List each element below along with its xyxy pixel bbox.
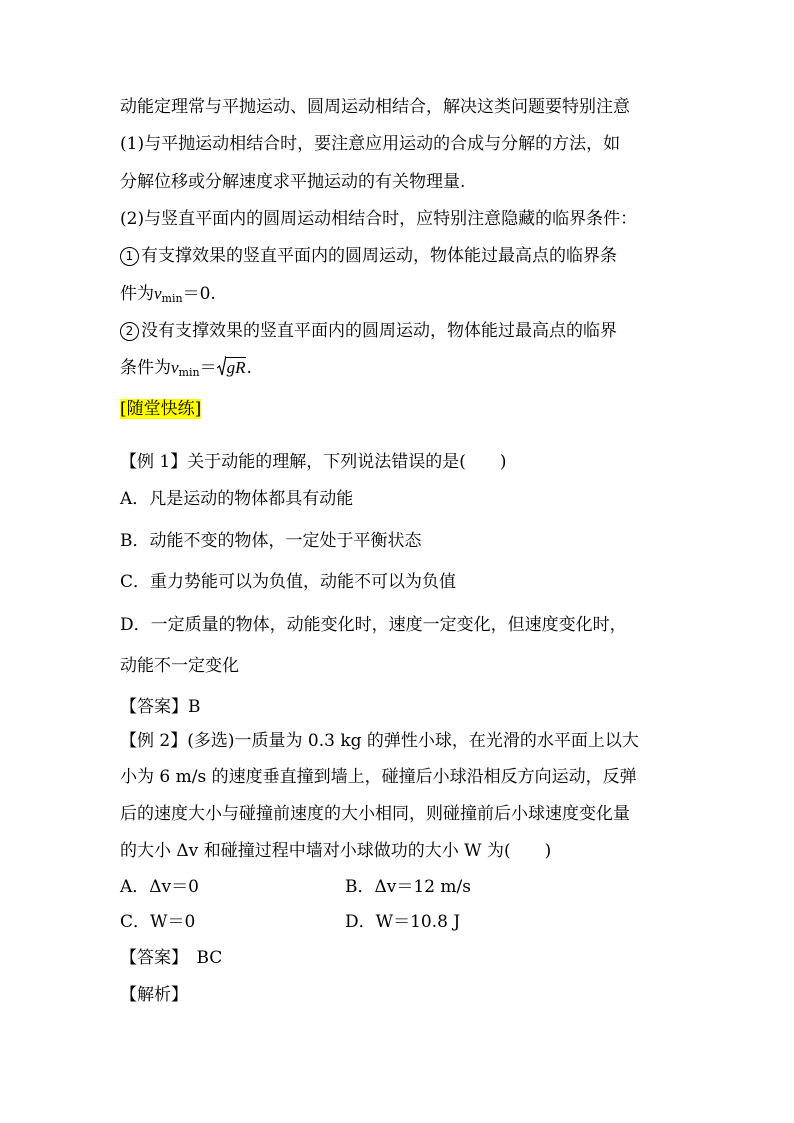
line-text: 没有支撑效果的竖直平面内的圆周运动，物体能过最高点的临界: [141, 321, 617, 341]
question-stem: 【例 2】(多选)一质量为 0.3 kg 的弹性小球，在光滑的水平面上以大: [120, 731, 639, 751]
paragraph-line: [120, 320, 617, 342]
answer: 【答案】 BC: [120, 948, 223, 968]
paragraph-line: 分解位移或分解速度求平抛运动的有关物理量.: [120, 172, 466, 192]
question-stem-cont: 后的速度大小与碰撞前速度的大小相同，则碰撞前后小球速度变化量: [120, 804, 630, 824]
explanation-label: 【解析】: [120, 985, 188, 1005]
var-v: v: [154, 284, 162, 303]
question-stem-cont: 的大小 Δv 和碰撞过程中墙对小球做功的大小 W 为( ): [120, 841, 552, 861]
option-b: B．动能不变的物体，一定处于平衡状态: [120, 531, 422, 551]
option-c: C．重力势能可以为负值，动能不可以为负值: [120, 572, 457, 592]
radical-sign-icon: [217, 355, 226, 377]
circled-number-2: 2: [120, 322, 139, 341]
radicand: gR: [226, 358, 246, 377]
option-d: D．一定质量的物体，动能变化时，速度一定变化，但速度变化时，: [120, 615, 627, 635]
option-d-cont: 动能不一定变化: [120, 656, 239, 676]
square-root: [217, 355, 247, 379]
subscript-min: min: [178, 366, 200, 379]
question-stem: 【例 1】关于动能的理解，下列说法错误的是( ): [120, 452, 507, 472]
var-v: v: [171, 358, 179, 377]
line-text: ＝0.: [182, 284, 216, 304]
paragraph-line: [120, 355, 252, 377]
option-b: B．Δv＝12 m/s: [345, 877, 471, 897]
paragraph-line: [120, 283, 216, 305]
line-text: 有支撑效果的竖直平面内的圆周运动，物体能过最高点的临界条: [141, 246, 617, 266]
line-text: 条件为: [120, 358, 171, 378]
paragraph-line: [120, 245, 617, 267]
options-row: [120, 911, 195, 933]
option-c: C．W＝0: [120, 912, 196, 932]
paragraph-line: 动能定理常与平抛运动、圆周运动相结合，解决这类问题要特别注意: [120, 97, 630, 117]
option-a: A．Δv＝0: [120, 877, 199, 897]
options-row: [120, 876, 199, 898]
section-heading: [120, 398, 201, 420]
equals-sign: ＝: [199, 358, 217, 378]
options-row: [345, 876, 471, 898]
line-text: 件为: [120, 284, 154, 304]
option-d: D．W＝10.8 J: [345, 912, 461, 932]
answer: 【答案】B: [120, 697, 201, 717]
option-a: A．凡是运动的物体都具有动能: [120, 489, 354, 509]
paragraph-line: (1)与平抛运动相结合时，要注意应用运动的合成与分解的方法，如: [120, 134, 621, 154]
highlighted-heading: [随堂快练]: [120, 399, 202, 419]
question-stem-cont: 小为 6 m/s 的速度垂直撞到墙上，碰撞后小球沿相反方向运动，反弹: [120, 767, 637, 787]
subscript-min: min: [161, 292, 183, 305]
circled-number-1: 1: [120, 247, 139, 266]
paragraph-line: (2)与竖直平面内的圆周运动相结合时，应特别注意隐藏的临界条件：: [120, 209, 638, 229]
options-row: [345, 911, 460, 933]
line-text: .: [246, 358, 252, 378]
